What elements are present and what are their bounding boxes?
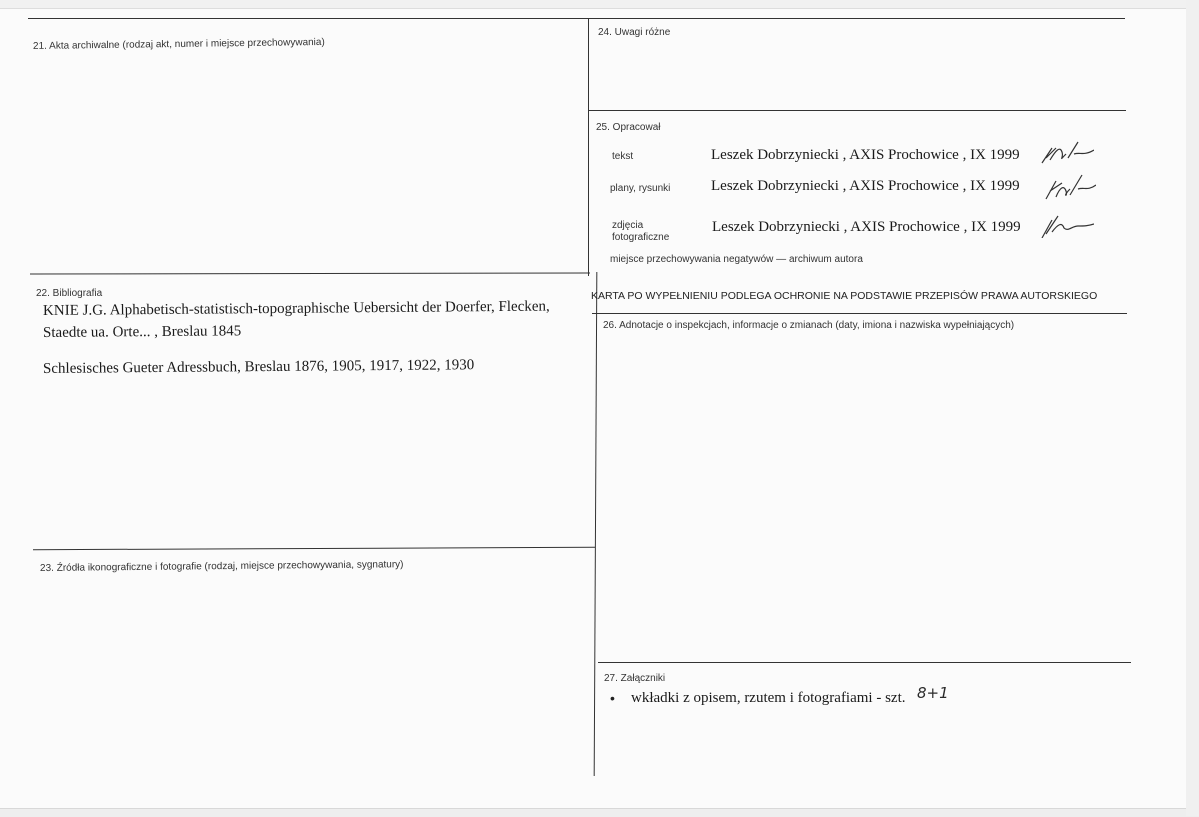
author-text: Leszek Dobrzyniecki , AXIS Prochowice , IX 1999 <box>711 147 1020 163</box>
scan-edge-top <box>0 0 1199 9</box>
rule-22-23 <box>33 547 595 550</box>
section-25-label: 25. Opracował <box>596 122 661 133</box>
role-photos-line-1: zdjęcia <box>612 220 644 231</box>
attachment-bullet: • <box>610 690 615 706</box>
bibliography-entry-1-line-2: Staedte ua. Orte... , Breslau 1845 <box>42 323 242 341</box>
copyright-notice: KARTA PO WYPEŁNIENIU PODLEGA OCHRONIE NA PODSTAWIE PRZEPISÓW PRAWA AUTORSKIEGO <box>591 290 1098 302</box>
signature-2 <box>1040 171 1096 201</box>
section-21-label: 21. Akta archiwalne (rodzaj akt, numer i miejsce przechowywania) <box>32 36 325 52</box>
scan-edge-right <box>1186 0 1199 816</box>
role-photos-line-2: fotograficzne <box>612 232 670 243</box>
role-plans-label: plany, rysunki <box>610 183 671 194</box>
role-photos-label <box>612 220 669 244</box>
bibliography-entry-2: Schlesisches Gueter Adressbuch, Breslau 1876, 1905, 1917, 1922, 1930 <box>42 357 475 377</box>
author-photos: Leszek Dobrzyniecki , AXIS Prochowice , IX 1999 <box>712 219 1021 235</box>
signature-1 <box>1038 136 1094 166</box>
section-26-label: 26. Adnotacje o inspekcjach, informacje o zmianach (daty, imiona i nazwiska wypełniających) <box>603 320 1015 331</box>
rule-21-22 <box>30 273 590 275</box>
top-rule <box>28 18 1125 19</box>
section-24-label: 24. Uwagi różne <box>598 27 671 38</box>
center-divider-upper <box>588 18 589 276</box>
author-plans: Leszek Dobrzyniecki , AXIS Prochowice , IX 1999 <box>711 178 1020 194</box>
role-text-label: tekst <box>612 151 634 162</box>
section-23-label: 23. Źródła ikonograficzne i fotografie (rodzaj, miejsce przechowywania, sygnatury) <box>39 559 404 574</box>
negatives-storage: miejsce przechowywania negatywów — archiwum autora <box>610 254 863 265</box>
rule-26-27 <box>598 662 1131 663</box>
rule-25-26 <box>592 313 1127 314</box>
section-27-label: 27. Załączniki <box>604 673 666 684</box>
attachment-count-handwritten: 8+1 <box>917 684 949 702</box>
signature-3 <box>1038 208 1094 238</box>
center-divider-lower <box>594 272 598 776</box>
rule-24-25 <box>588 110 1126 111</box>
attachment-item: wkładki z opisem, rzutem i fotografiami - szt. <box>631 690 906 706</box>
section-22-label: 22. Bibliografia <box>36 288 103 299</box>
bibliography-entry-1-line-1: KNIE J.G. Alphabetisch-statistisch-topographische Uebersicht der Doerfer, Flecken, <box>42 298 550 319</box>
